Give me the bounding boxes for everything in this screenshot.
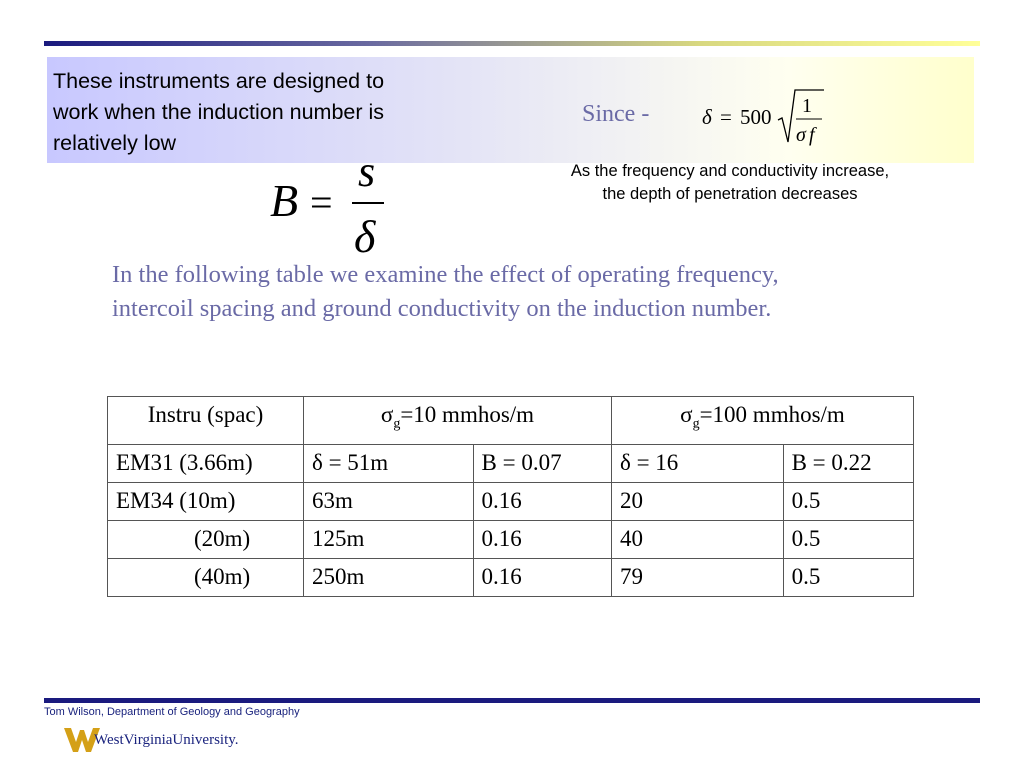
cell-delta-high: 40	[612, 520, 784, 558]
eq-denominator-sigma: σ	[796, 124, 806, 146]
cell-delta-low: 63m	[304, 482, 474, 520]
table-row	[108, 444, 914, 482]
cell-b-low: 0.16	[473, 482, 611, 520]
since-label: Since -	[582, 101, 650, 127]
table-header-row	[108, 397, 914, 445]
cell-delta-low: 125m	[304, 520, 474, 558]
header-group2-rest: =100 mmhos/m	[699, 402, 845, 427]
eq-delta-symbol: δ	[702, 105, 712, 129]
cell-delta-high: 20	[612, 482, 784, 520]
cell-instrument: (40m)	[108, 558, 304, 596]
penetration-note-line2: the depth of penetration decreases	[602, 185, 858, 203]
top-rule	[44, 41, 980, 46]
banner-text: These instruments are designed to work when the induction number is relatively low	[53, 69, 385, 155]
header-group1-rest: =10 mmhos/m	[400, 402, 535, 427]
wvu-wordmark: WestVirginiaUniversity.	[94, 732, 239, 748]
cell-delta-high: δ = 16	[612, 444, 784, 482]
intro-paragraph	[112, 258, 932, 326]
penetration-note	[520, 160, 940, 206]
eq-b-equals: =	[310, 180, 333, 225]
eq-b-denominator: δ	[354, 211, 376, 260]
table-row	[108, 482, 914, 520]
induction-number-table	[107, 396, 914, 597]
eq-delta-equals: =	[720, 105, 732, 129]
cell-b-high: B = 0.22	[783, 444, 913, 482]
cell-delta-low: δ = 51m	[304, 444, 474, 482]
skin-depth-equation	[700, 86, 830, 150]
cell-instrument: EM34 (10m)	[108, 482, 304, 520]
cell-b-high: 0.5	[783, 482, 913, 520]
penetration-note-line1: As the frequency and conductivity increase,	[570, 162, 890, 180]
header-group1-sigma: σ	[380, 402, 394, 427]
cell-b-high: 0.5	[783, 520, 913, 558]
eq-numerator: 1	[802, 95, 812, 117]
eq-denominator-f: f	[809, 124, 815, 146]
header-instrument: Instru (spac)	[108, 397, 304, 445]
cell-b-low: 0.16	[473, 520, 611, 558]
eq-b-lhs: B	[270, 175, 299, 226]
header-group2-sub: g	[692, 416, 700, 432]
induction-number-equation	[260, 160, 400, 260]
bottom-rule	[44, 698, 980, 703]
table-row	[108, 520, 914, 558]
cell-b-low: B = 0.07	[473, 444, 611, 482]
header-group2-sigma: σ	[680, 402, 693, 427]
cell-b-low: 0.16	[473, 558, 611, 596]
header-group2	[612, 397, 914, 445]
cell-b-high: 0.5	[783, 558, 913, 596]
table-row	[108, 558, 914, 596]
header-group1	[304, 397, 612, 445]
eq-b-numerator: s	[358, 160, 376, 196]
intro-line1: In the following table we examine the effect of operating frequency,	[112, 261, 779, 288]
cell-delta-low: 250m	[304, 558, 474, 596]
header-group1-sub: g	[393, 416, 401, 432]
eq-delta-constant: 500	[740, 105, 772, 129]
intro-line2: intercoil spacing and ground conductivity on the induction number.	[112, 295, 772, 322]
cell-instrument: EM31 (3.66m)	[108, 444, 304, 482]
cell-instrument: (20m)	[108, 520, 304, 558]
footer-credit: Tom Wilson, Department of Geology and Geography	[44, 706, 300, 718]
cell-delta-high: 79	[612, 558, 784, 596]
wvu-logo	[62, 722, 242, 756]
